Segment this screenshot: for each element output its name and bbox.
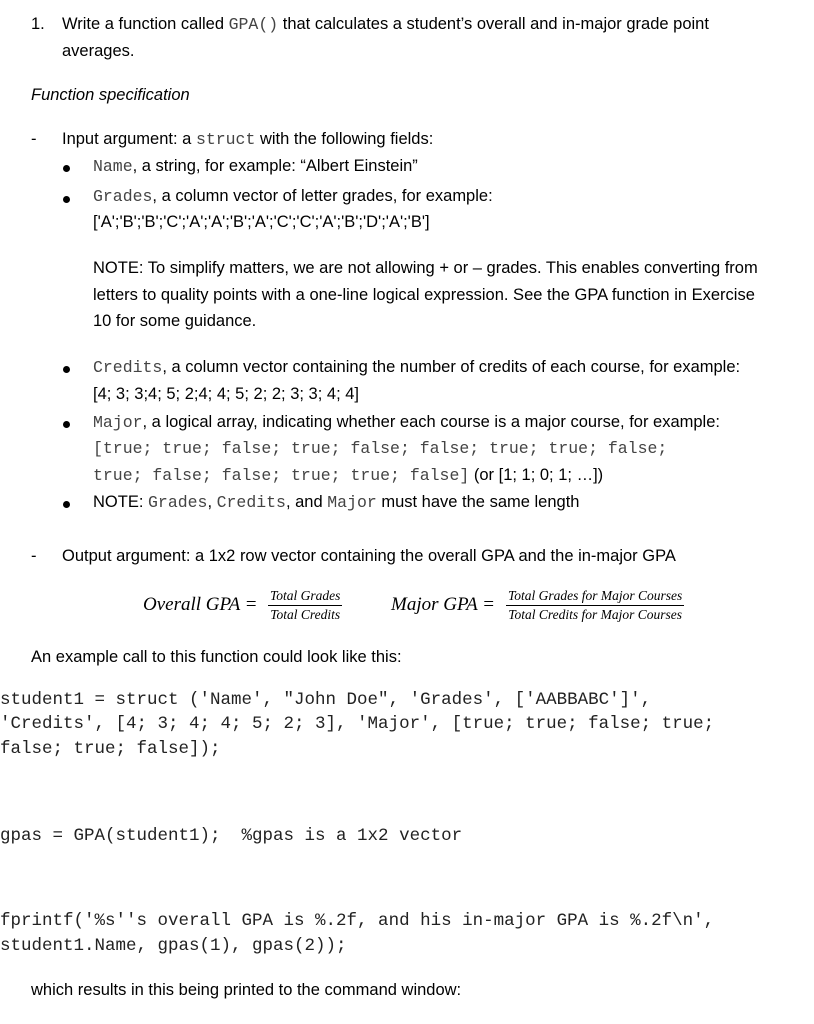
code-fprintf-line-2: student1.Name, gpas(1), gpas(2)); — [0, 936, 347, 956]
input-dash: - — [31, 130, 37, 148]
credits-field-desc: , a column vector containing the number of credits of each course, for example: — [162, 358, 741, 376]
major-field-desc: , a logical array, indicating whether each course is a major course, for example: — [142, 413, 720, 431]
output-argument-line: Output argument: a 1x2 row vector containing the overall GPA and the in-major GPA — [62, 547, 676, 565]
note-line-1: NOTE: To simplify matters, we are not allowing + or – grades. This enables converting from — [93, 259, 758, 277]
overall-gpa-denominator: Total Credits — [270, 607, 341, 622]
question-text-pre: Write a function called — [62, 15, 225, 33]
bullet-icon — [63, 196, 70, 203]
length-note-sep-1: , — [207, 493, 213, 511]
bullet-icon — [63, 421, 70, 428]
code-fprintf-line-1: fprintf('%s''s overall GPA is %.2f, and his in-major GPA is %.2f\n', — [0, 911, 715, 931]
overall-gpa-numerator: Total Grades — [268, 588, 342, 606]
major-example-code: true; false; false; true; true; false] — [93, 466, 470, 485]
code-line-1: student1 = struct ('Name', "John Doe", 'Grades', ['AABBABC']', — [0, 690, 652, 710]
credits-field-name: Credits — [93, 358, 163, 377]
code-line-3: false; true; false]); — [0, 739, 221, 759]
spec-title: Function specification — [31, 86, 190, 104]
major-example-suffix: (or [1; 1; 0; 1; …]) — [473, 466, 604, 484]
length-note — [93, 493, 579, 512]
function-name: GPA() — [228, 15, 279, 34]
name-field-line — [93, 157, 418, 176]
input-suffix: with the following fields: — [259, 130, 434, 148]
output-dash: - — [31, 547, 37, 565]
length-note-major: Major — [327, 493, 377, 512]
grades-example: ['A';'B';'B';'C';'A';'A';'B';'A';'C';'C';'A';'B';'D';'A';'B'] — [93, 213, 430, 231]
major-example-line-2 — [93, 466, 603, 485]
struct-keyword: struct — [195, 130, 256, 149]
note-line-2: letters to quality points with a one-line logical expression. See the GPA function in Exercise — [93, 286, 755, 304]
code-gpas-call: gpas = GPA(student1); %gpas is a 1x2 vector — [0, 826, 463, 846]
major-field-line — [93, 413, 720, 432]
bullet-icon — [63, 501, 70, 508]
example-intro: An example call to this function could look like this: — [31, 648, 402, 666]
major-example-line-1: [true; true; false; true; false; false; true; true; false; — [93, 439, 668, 458]
length-note-sep-2: , and — [285, 493, 323, 511]
name-field-desc: , a string, for example: “Albert Einstein” — [132, 157, 418, 175]
grades-field-name: Grades — [93, 187, 153, 206]
major-gpa-numerator: Total Grades for Major Courses — [506, 588, 684, 606]
major-gpa-denominator: Total Credits for Major Courses — [508, 607, 683, 622]
length-note-suffix: must have the same length — [381, 493, 580, 511]
question-text-post: that calculates a student’s overall and in-major grade point — [282, 15, 709, 33]
major-gpa-fraction — [506, 588, 684, 623]
major-gpa-label: Major GPA = — [391, 594, 495, 615]
bullet-icon — [63, 366, 70, 373]
question-line-1 — [62, 15, 709, 34]
grades-field-desc: , a column vector of letter grades, for example: — [152, 187, 493, 205]
question-line-2: averages. — [62, 42, 135, 60]
bullet-icon — [63, 165, 70, 172]
length-note-credits: Credits — [216, 493, 286, 512]
overall-gpa-label: Overall GPA = — [143, 594, 258, 615]
question-number: 1. — [31, 15, 45, 33]
input-argument-line — [62, 130, 433, 149]
note-line-3: 10 for some guidance. — [93, 312, 257, 330]
major-field-name: Major — [93, 413, 143, 432]
code-line-2: 'Credits', [4; 3; 4; 4; 5; 2; 3], 'Major', [true; true; false; true; — [0, 714, 715, 734]
credits-field-line — [93, 358, 740, 377]
name-field-name: Name — [93, 157, 133, 176]
input-prefix: Input argument: a — [62, 130, 192, 148]
length-note-grades: Grades — [148, 493, 208, 512]
closing-text: which results in this being printed to the command window: — [31, 981, 462, 999]
overall-gpa-fraction — [268, 588, 342, 623]
length-note-prefix: NOTE: — [93, 493, 144, 511]
credits-example: [4; 3; 3;4; 5; 2;4; 4; 5; 2; 2; 3; 3; 4; 4] — [93, 385, 360, 403]
grades-field-line — [93, 187, 493, 206]
